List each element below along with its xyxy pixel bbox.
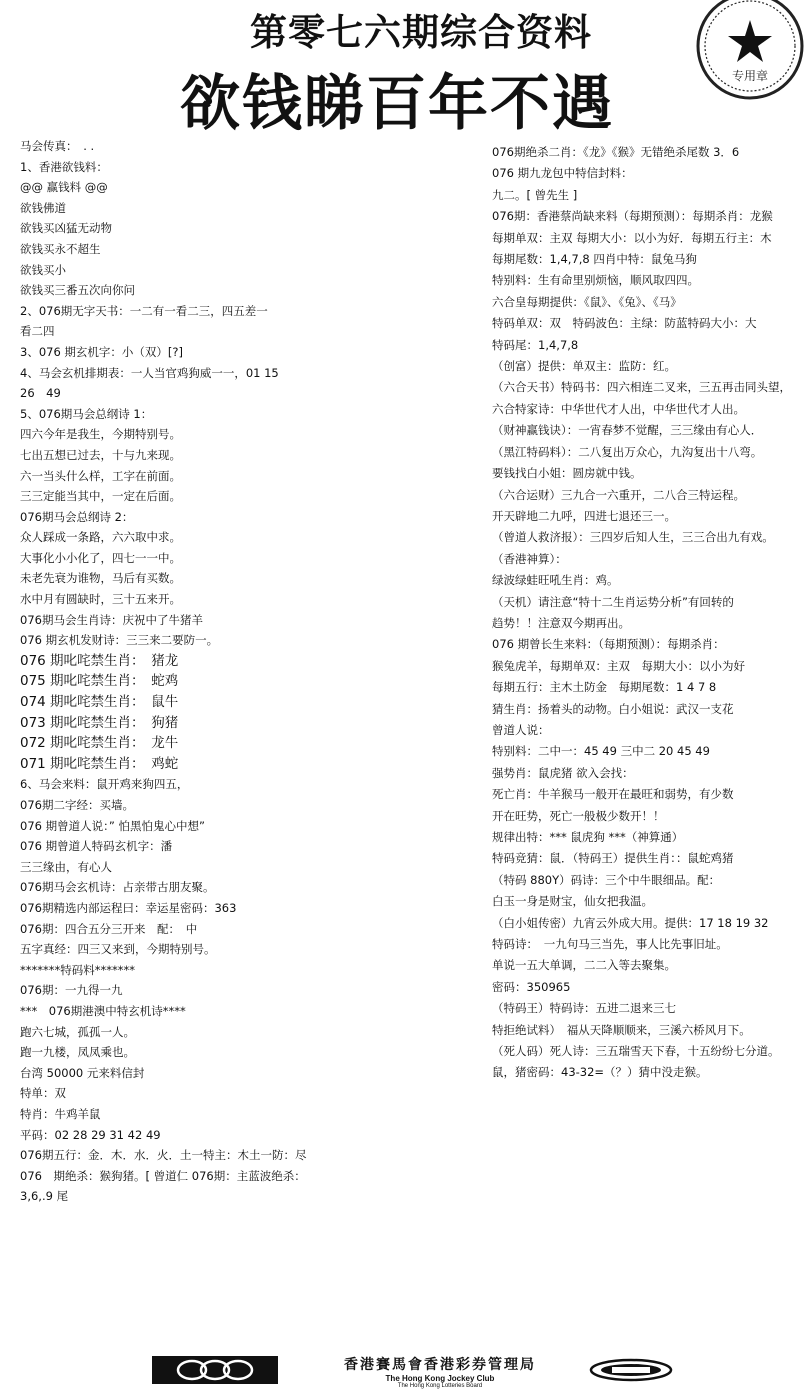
- left-column: [20, 136, 320, 1207]
- right-column-line: 开天辟地二九呼，四进七退还三一。: [492, 508, 676, 523]
- right-column-line: （死人码）死人诗：三五瑞雪天下春，十五纷纷七分道。: [492, 1044, 780, 1059]
- right-column-line: （黑江特码料）：二八复出万众心，九沟复出十八弯。: [492, 444, 763, 459]
- left-column-line: *******特码料*******: [20, 962, 135, 977]
- right-column-line: （财神赢钱诀）：一宵春梦不觉醒，三三缘由有心人．: [492, 423, 763, 438]
- right-column-line: （特码 880Y）码诗：三个中牛眼细品。配：: [492, 872, 721, 887]
- page-title: 第零七六期综合资料: [250, 11, 592, 54]
- right-column-line: 特别料：二中一：45 49 三中二 20 45 49: [492, 744, 710, 759]
- right-column-line: （创富）提供：单双主：监防：红。: [492, 359, 676, 374]
- left-column-line: 未老先衰为谁物，马后有买数。: [20, 571, 181, 586]
- left-column-line: 五字真经：四三又来到，今期特别号。: [20, 942, 216, 957]
- left-column-line: 076 期曾道人说：” 怕黑怕鬼心中想”: [20, 818, 205, 833]
- right-column-line: 特拒绝试料） 福从天降顺顺来，三溪六桥风月下。: [492, 1022, 751, 1037]
- left-column-line: 076期精选内部运程曰：幸运星密码：363: [20, 900, 237, 915]
- right-column: [492, 142, 804, 1084]
- stamp-seal: [688, 0, 806, 104]
- right-column-line: 死亡肖：牛羊猴马一般开在最旺和弱势，有少数: [492, 787, 734, 802]
- right-column-line: （香港神算）：: [492, 551, 567, 566]
- footer-org-cn: 香港賽馬會香港彩券管理局: [344, 1357, 536, 1373]
- right-column-line: 每期尾数：1,4,7,8 四肖中特：鼠兔马狗: [492, 252, 697, 267]
- right-column-line: （曾道人救济报）：三四岁后知人生，三三合出九有戏。: [492, 530, 774, 545]
- left-column-line: 台湾 50000 元来料信封: [20, 1065, 145, 1080]
- footer-org-en: The Hong Kong Jockey Club: [385, 1374, 495, 1383]
- right-column-line: 强势肖：鼠虎猪 欲入会找：: [492, 765, 634, 780]
- right-column-line: 特码单双：双 特码波色：主绿：防蓝特码大小：大: [492, 316, 757, 331]
- left-column-line: 075 期叱咤禁生肖： 蛇鸡: [20, 673, 179, 690]
- right-column-line: 076期：香港蔡尚缺来料（每期预测）：每期杀肖：龙猴: [492, 209, 773, 224]
- left-column-line: 076期马会总纲诗 2：: [20, 509, 134, 524]
- left-column-line: 欲钱买凶猛无动物: [20, 221, 112, 236]
- left-column-line: 076 期绝杀：猴狗猪。[ 曾道仁 076期：主蓝波绝杀：: [20, 1168, 306, 1183]
- left-column-line: *** 076期港澳中特玄机诗****: [20, 1003, 186, 1018]
- left-column-line: 七出五想已过去，十与九来现。: [20, 447, 181, 462]
- left-column-line: 马会传真： . .: [20, 139, 95, 153]
- right-column-line: 白玉一身是财宝，仙女把我温。: [492, 894, 653, 909]
- left-column-line: 5、076期马会总纲诗 1：: [20, 406, 153, 421]
- right-column-line: 特码竞猜：鼠．（特码王）提供生肖：：鼠蛇鸡猪: [492, 851, 734, 866]
- right-column-line: 六合皇每期提供：《鼠》、《兔》、《马》: [492, 294, 682, 309]
- left-column-line: 076 期曾道人特码玄机字：潘: [20, 839, 173, 854]
- left-column-line: 2、076期无字天书：一二有一看二三，四五差一: [20, 303, 268, 318]
- left-column-line: 欲钱买小: [20, 262, 66, 277]
- right-column-line: 每期五行：主木土防金 每期尾数：1 4 7 8: [492, 680, 717, 695]
- left-column-line: 076期马会玄机诗：占亲带古朋友聚。: [20, 880, 215, 895]
- left-column-line: 三三定能当其中，一定在后面。: [20, 489, 181, 504]
- right-column-line: （六合天书）特码书：四六相连二叉来，三五再击同头望，: [492, 380, 791, 395]
- left-column-line: 076期：四合五分三开来 配： 中: [20, 921, 198, 936]
- right-column-line: 猜生肖：扬着头的动物。白小姐说：武汉一支花: [492, 701, 734, 716]
- right-column-line: 076期绝杀二肖：《龙》《猴》无错绝杀尾数 3．6: [492, 145, 740, 159]
- left-column-line: 074 期叱咤禁生肖： 鼠牛: [20, 694, 179, 711]
- jockey-club-logo: [152, 1356, 278, 1384]
- left-column-line: 26 49: [20, 386, 61, 401]
- left-column-line: 1、香港欲钱料：: [20, 159, 108, 174]
- left-column-line: 跑六七城，孤孤一人。: [20, 1024, 135, 1039]
- right-column-line: 特码尾：1,4,7,8: [492, 337, 579, 352]
- left-column-line: 欲钱买三番五次向你问: [20, 283, 135, 298]
- left-column-line: 073 期叱咤禁生肖： 狗猪: [20, 714, 179, 731]
- left-column-line: 水中月有圆缺时，三十五来开。: [20, 592, 181, 607]
- right-column-line: （六合运财）三九合一六重开，二八合三特运程。: [492, 487, 745, 502]
- left-column-line: 076期马会生肖诗：庆祝中了牛猪羊: [20, 612, 203, 627]
- left-column-line: 076 期玄机发财诗：三三来二要防一。: [20, 633, 219, 648]
- left-column-line: 三三缘由，有心人: [20, 859, 112, 874]
- right-column-line: （特码王）特码诗：五进二退来三七: [492, 1001, 676, 1016]
- right-column-line: 每期单双：主双 每期大小：以小为好．每期五行主：木: [492, 230, 772, 245]
- right-column-line: 密码：350965: [492, 979, 571, 994]
- left-column-line: 看二四: [20, 324, 55, 339]
- left-column-line: 076 期叱咤禁生肖： 猪龙: [20, 652, 179, 669]
- left-column-line: 4、马会玄机排期表：一人当官鸡狗威一一，01 15: [20, 365, 279, 380]
- left-column-line: 072 期叱咤禁生肖： 龙牛: [20, 735, 179, 752]
- right-column-line: 鼠，猪密码：43-32=（？）猜中没走猴。: [492, 1065, 708, 1080]
- right-column-line: 076 期九龙包中特信封料：: [492, 166, 633, 181]
- left-column-line: 六一当头什么样，工字在前面。: [20, 468, 181, 483]
- left-column-line: 欲钱买永不超生: [20, 241, 101, 256]
- left-column-line: 欲钱佛道: [20, 200, 66, 215]
- left-column-line: 特肖：牛鸡羊鼠: [20, 1106, 101, 1121]
- left-column-line: 众人踩成一条路，六六取中求。: [20, 530, 181, 545]
- left-column-line: 3,6,.9 尾: [20, 1189, 69, 1204]
- right-column-line: （白小姐传密）九宵云外成大用。提供：17 18 19 32: [492, 915, 769, 930]
- left-column-line: @@ 赢钱料 @@: [20, 180, 108, 195]
- left-column-line: 071 期叱咤禁生肖： 鸡蛇: [20, 755, 179, 772]
- left-column-line: 跑一九楼，凤凤乘也。: [20, 1045, 135, 1060]
- footer-org-en-sub: The Hong Kong Lotteries Board: [397, 1383, 483, 1389]
- left-column-line: 076期：一九得一九: [20, 983, 123, 998]
- lotteries-logo: [588, 1358, 674, 1382]
- right-column-line: 九二。[ 曾先生 ]: [492, 187, 578, 202]
- footer-org: [300, 1354, 580, 1390]
- right-column-line: （天机）请注意“特十二生肖运势分析”有回转的: [492, 594, 734, 609]
- left-column-line: 076期五行：金．木．水．火．土一特主：木土一防：尽: [20, 1148, 307, 1163]
- right-column-line: 规律出特：*** 鼠虎狗 ***（神算通）: [492, 830, 684, 844]
- right-column-line: 猴兔虎羊，每期单双：主双 每期大小：以小为好: [492, 658, 745, 673]
- right-column-line: 绿波绿蛙旺吼生肖：鸡。: [492, 573, 619, 588]
- left-column-line: 特单：双: [20, 1086, 66, 1101]
- right-column-line: 曾道人说：: [492, 722, 550, 737]
- right-column-line: 六合特家诗：中华世代才人出，中华世代才人出。: [492, 401, 745, 416]
- left-column-line: 3、076 期玄机字：小（双）[?]: [20, 344, 183, 359]
- left-column-line: 大事化小小化了，四七一一中。: [20, 550, 181, 565]
- left-column-line: 6、马会来料：鼠开鸡来狗四五，: [20, 777, 189, 792]
- right-column-line: 076 期曾长生来料：（每期预测）：每期杀肖：: [492, 637, 725, 652]
- left-column-line: 076期二字经：买墙。: [20, 798, 134, 812]
- left-column-line: 四六今年是我生，今期特别号。: [20, 427, 181, 442]
- page-subtitle: 欲钱睇百年不遇: [180, 69, 614, 139]
- right-column-line: 特码诗： 一九句马三当先，事人比先事旧址。: [492, 937, 728, 952]
- right-column-line: 趋势！！注意双今期再出。: [492, 615, 630, 630]
- seal-label: 专用章: [731, 69, 769, 83]
- left-column-line: 平码：02 28 29 31 42 49: [20, 1127, 161, 1142]
- right-column-line: 要钱找白小姐：圆房就中钱。: [492, 466, 642, 481]
- right-column-line: 开在旺势，死亡一般极少数开！！: [492, 808, 665, 823]
- right-column-line: 单说一五大单调，二二入等去聚集。: [492, 958, 676, 973]
- right-column-line: 特别料：生有命里别烦恼，顺风取四四。: [492, 273, 699, 288]
- footer: [0, 1352, 807, 1388]
